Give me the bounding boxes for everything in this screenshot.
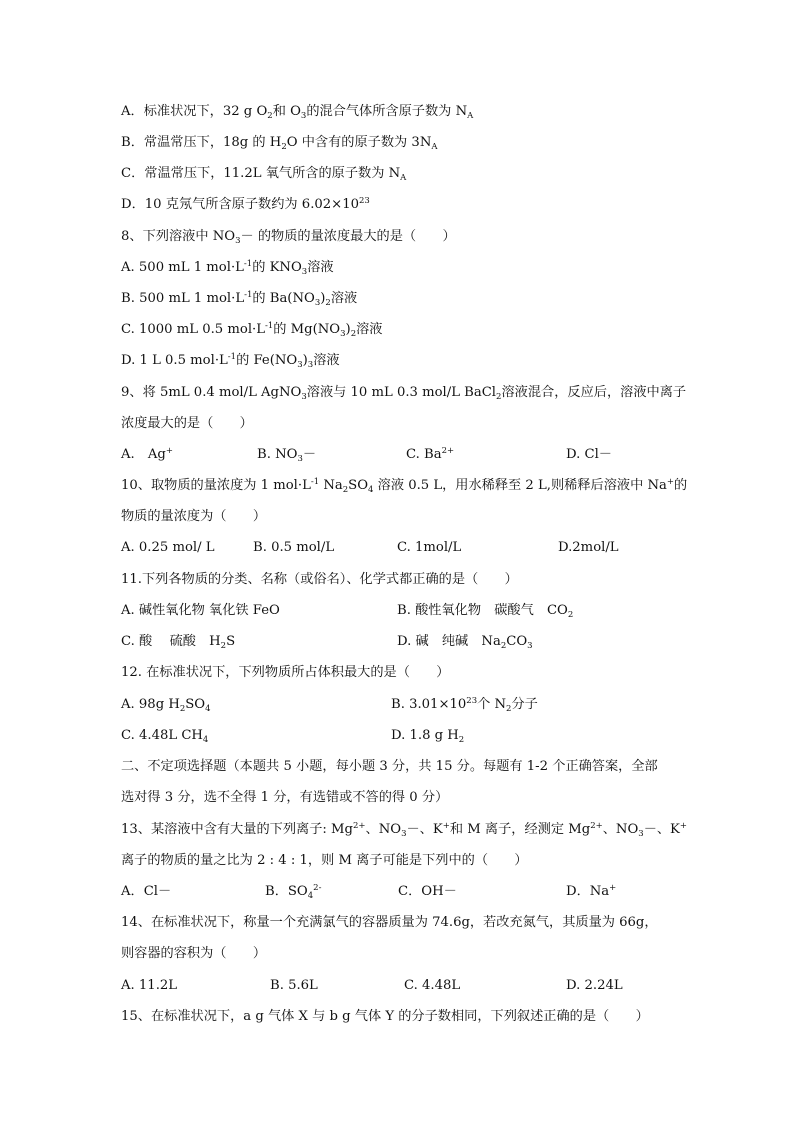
subscript: 3 (297, 454, 303, 464)
q9-option-d: D. Cl－ (566, 447, 612, 462)
text: B．SO (265, 884, 308, 899)
subscript: 3 (638, 829, 644, 839)
text: 、NO (602, 822, 639, 837)
subscript: 4 (205, 704, 211, 714)
superscript: 2- (313, 883, 322, 893)
q14-option-b: B. 5.6L (270, 978, 318, 993)
subscript: 3 (401, 829, 407, 839)
subscript: 2 (220, 641, 227, 651)
q8-option-d (121, 353, 340, 369)
q7-option-b (121, 135, 438, 151)
subscript: A (431, 142, 438, 152)
text: －、K (406, 822, 443, 837)
text: 溶液 (313, 353, 340, 368)
text: － 的物质的量浓度最大的是（ ） (240, 229, 456, 244)
q14-stem-line1: 14、在标准状况下，称量一个充满氯气的容器质量为 74.6g，若改充氮气，其质量为 66g， (121, 915, 658, 930)
q12-option-d (391, 728, 464, 744)
q9-option-b (257, 447, 316, 463)
text: SO (348, 478, 369, 493)
q7-option-d (121, 197, 370, 213)
subscript: 2 (496, 392, 502, 402)
q12-option-b (391, 697, 538, 713)
subscript: 2 (325, 298, 331, 308)
text: 和 M 离子，经测定 Mg (449, 822, 591, 837)
section-2-heading-line2: 选对得 3 分，选不全得 1 分，有选错或不答的得 0 分） (121, 790, 449, 805)
q7-option-c (121, 166, 406, 182)
superscript: -1 (244, 290, 253, 300)
subscript: 3 (297, 360, 303, 370)
q8-option-c (121, 322, 382, 338)
q9-option-c (406, 447, 454, 463)
text: 9、将 5mL 0.4 mol/L AgNO (121, 385, 302, 400)
text: A. 98g H (121, 697, 180, 712)
q14-option-c: C. 4.48L (404, 978, 461, 993)
q13-option-a: A．Cl－ (121, 884, 172, 899)
text: 和 O (272, 104, 301, 119)
subscript: A (467, 111, 474, 121)
q11-stem: 11.下列各物质的分类、名称（或俗名）、化学式都正确的是（ ） (121, 572, 518, 587)
text: CO (506, 634, 528, 649)
text: Na (319, 478, 343, 493)
superscript: -1 (243, 259, 253, 269)
superscript: 2+ (352, 821, 366, 831)
subscript: 2 (567, 610, 574, 620)
q11-option-d (397, 634, 533, 650)
text: D. 1.8 g H (391, 728, 459, 743)
text: C. 1000 mL 0.5 mol·L (121, 322, 265, 337)
superscript: + (666, 477, 674, 487)
text: 分子 (511, 697, 538, 712)
superscript: 2+ (441, 446, 455, 456)
text: 的 Ba(NO (252, 291, 315, 306)
q9-option-a (121, 447, 173, 463)
text: 溶液与 10 mL 0.3 mol/L BaCl (306, 385, 497, 400)
superscript: + (165, 446, 173, 456)
q11-option-c (121, 634, 235, 650)
text: ) (320, 291, 326, 306)
q8-option-a (121, 260, 334, 276)
superscript: -1 (265, 321, 274, 331)
text: 个 N (477, 697, 507, 712)
subscript: 2 (281, 142, 287, 152)
text: －、K (643, 822, 680, 837)
subscript: 2 (267, 111, 273, 121)
text: B. 500 mL 1 mol·L (121, 291, 245, 306)
text: 溶液混合，反应后，溶液中离子 (501, 385, 687, 400)
text: 溶液 (356, 322, 383, 337)
text: A. 500 mL 1 mol·L (121, 260, 244, 275)
text: C. Ba (406, 447, 442, 462)
text: A．标准状况下，32 g O (121, 104, 268, 119)
text: D. 碱 纯碱 Na (397, 634, 501, 649)
q14-option-a: A. 11.2L (121, 978, 178, 993)
text: 的 (674, 478, 688, 493)
text: 的 Mg(NO (273, 322, 341, 337)
q12-option-c (121, 728, 208, 744)
q13-option-d (566, 884, 616, 900)
text: 8、下列溶液中 NO (121, 229, 236, 244)
text: 的混合气体所含原子数为 N (306, 104, 468, 119)
q10-stem-line2: 物质的量浓度为（ ） (121, 509, 267, 524)
subscript: 3 (235, 236, 241, 246)
q10-option-c: C. 1mol/L (397, 540, 462, 555)
q13-stem-line1 (121, 822, 687, 838)
superscript: + (609, 883, 617, 893)
text: C. 4.48L CH (121, 728, 203, 743)
text: 、NO (365, 822, 402, 837)
subscript: 2 (342, 485, 349, 495)
subscript: 3 (301, 392, 307, 402)
subscript: A (400, 173, 407, 183)
subscript: 4 (202, 735, 209, 745)
q10-option-a: A. 0.25 mol/ L (121, 540, 215, 555)
subscript: 4 (368, 485, 374, 495)
q10-stem-line1 (121, 478, 687, 494)
q12-stem: 12. 在标准状况下，下列物质所占体积最大的是（ ） (121, 665, 450, 680)
text: 溶液 0.5 L，用水稀释至 2 L,则稀释后溶液中 Na (373, 478, 667, 493)
text: 13、某溶液中含有大量的下列离子: Mg (121, 822, 353, 837)
text: D．Na (566, 884, 610, 899)
text: SO (185, 697, 206, 712)
text: ) (345, 322, 351, 337)
superscript: 23 (359, 196, 370, 206)
text: O 中含有的原子数为 3N (286, 135, 432, 150)
superscript: + (442, 821, 450, 831)
q11-option-b (397, 603, 573, 619)
subscript: 2 (500, 641, 507, 651)
superscript: -1 (227, 352, 237, 362)
subscript: 2 (350, 329, 357, 339)
q10-option-b: B. 0.5 mol/L (253, 540, 335, 555)
text: B. 3.01×10 (391, 697, 467, 712)
q9-stem-line2: 浓度最大的是（ ） (121, 416, 253, 431)
text: ) (302, 353, 308, 368)
text: 的 Fe(NO (236, 353, 298, 368)
q9-stem-line1 (121, 385, 686, 401)
q13-stem-line2: 离子的物质的量之比为 2 : 4 : 1，则 M 离子可能是下列中的（ ） (121, 853, 528, 868)
text: D. 1 L 0.5 mol·L (121, 353, 228, 368)
q14-stem-line2: 则容器的容积为（ ） (121, 946, 267, 961)
q8-stem (121, 229, 456, 245)
subscript: 3 (300, 111, 307, 121)
q7-option-a (121, 104, 473, 120)
subscript: 4 (307, 891, 314, 901)
text: 10、取物质的量浓度为 1 mol·L (121, 478, 311, 493)
text: 溶液 (330, 291, 358, 306)
q10-option-d: D.2mol/L (558, 540, 619, 555)
q12-option-a (121, 697, 211, 713)
q13-option-c: C．OH－ (398, 884, 457, 899)
text: S (226, 634, 236, 649)
superscript: + (679, 821, 688, 831)
subscript: 3 (301, 267, 308, 277)
text: B．常温常压下，18g 的 H (121, 135, 282, 150)
superscript: 23 (466, 696, 478, 706)
q8-option-b (121, 291, 357, 307)
section-2-heading-line1: 二、不定项选择题（本题共 5 小题，每小题 3 分，共 15 分。每题有 1-2 个正确答案，全部 (121, 759, 658, 774)
text: B. 酸性氧化物 碳酸气 CO (397, 603, 568, 618)
q14-option-d: D. 2.24L (566, 978, 623, 993)
subscript: 3 (307, 360, 314, 370)
subscript: 2 (179, 704, 186, 714)
superscript: 2+ (590, 821, 603, 831)
text: C．常温常压下，11.2L 氧气所含的原子数为 N (121, 166, 401, 181)
subscript: 3 (527, 641, 533, 651)
subscript: 2 (506, 704, 512, 714)
subscript: 3 (340, 329, 346, 339)
text: D．10 克氖气所含原子数约为 6.02×10 (121, 197, 359, 212)
subscript: 2 (458, 735, 465, 745)
q15-stem: 15、在标准状况下，a g 气体 X 与 b g 气体 Y 的分子数相同，下列叙述正确的是（ ） (121, 1009, 649, 1024)
text: － (302, 447, 317, 462)
q11-option-a: A. 碱性氧化物 氧化铁 FeO (121, 603, 280, 618)
text: 的 KNO (252, 260, 302, 275)
text: 溶液 (307, 260, 334, 275)
subscript: 3 (314, 298, 321, 308)
superscript: -1 (310, 477, 320, 487)
text: C. 酸 硫酸 H (121, 634, 221, 649)
text: B. NO (257, 447, 298, 462)
text: A. Ag (121, 447, 166, 462)
q13-option-b (265, 884, 321, 900)
